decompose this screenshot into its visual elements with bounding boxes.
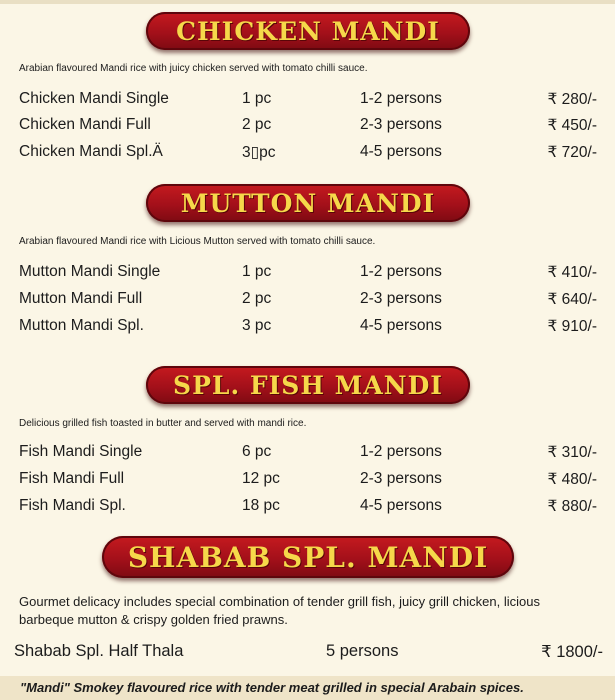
shabab-item-name: Shabab Spl. Half Thala: [14, 642, 184, 660]
fish-mandi-title: SPL. FISH MANDI: [173, 370, 443, 400]
item-qty: 1 pc: [242, 263, 272, 280]
item-name: Fish Mandi Spl.: [19, 497, 126, 514]
menu-row: [0, 263, 615, 285]
item-persons: 1-2 persons: [360, 263, 442, 280]
item-name: Chicken Mandi Single: [19, 90, 169, 107]
shabab-mandi-title: SHABAB SPL. MANDI: [127, 540, 489, 574]
item-qty: 1 pc: [242, 90, 272, 107]
menu-row: [0, 317, 615, 339]
item-qty: 3▯pc: [242, 144, 276, 161]
menu-row: [0, 470, 615, 492]
shabab-mandi-banner: [102, 536, 514, 578]
item-qty: 2 pc: [242, 290, 272, 307]
item-price: ₹ 880/-: [547, 498, 597, 515]
menu-row: [0, 497, 615, 519]
item-price: ₹ 310/-: [547, 444, 597, 461]
item-name: Mutton Mandi Full: [19, 290, 143, 307]
chicken-mandi-banner: [146, 12, 470, 50]
item-persons: 1-2 persons: [360, 443, 442, 460]
item-persons: 4-5 persons: [360, 497, 442, 514]
shabab-description: Gourmet delicacy includes special combination of tender grill fish, juicy grill chicken, licious barbeque mutton & crispy golden fried prawns.: [19, 594, 540, 627]
item-persons: 4-5 persons: [360, 317, 442, 334]
mutton-mandi-title: MUTTON MANDI: [180, 188, 436, 218]
footer-note: [0, 676, 615, 700]
shabab-item-price: ₹ 1800/-: [541, 643, 603, 661]
item-name: Chicken Mandi Spl.Ä: [19, 143, 163, 160]
item-price: ₹ 720/-: [547, 144, 597, 161]
item-name: Fish Mandi Single: [19, 443, 143, 460]
item-price: ₹ 480/-: [547, 471, 597, 488]
menu-row: [0, 116, 615, 138]
item-name: Chicken Mandi Full: [19, 116, 151, 133]
menu-row: [0, 143, 615, 165]
item-name: Mutton Mandi Spl.: [19, 317, 144, 334]
item-price: ₹ 450/-: [547, 117, 597, 134]
chicken-mandi-title: CHICKEN MANDI: [176, 16, 440, 46]
item-name: Fish Mandi Full: [19, 470, 125, 487]
shabab-item-persons: 5 persons: [326, 642, 399, 660]
item-name: Mutton Mandi Single: [19, 263, 161, 280]
fish-mandi-description: Delicious grilled fish toasted in butter and served with mandi rice.: [19, 418, 307, 429]
footer-text: "Mandi" Smokey flavoured rice with tender meat grilled in special Arabain spices.: [20, 680, 524, 695]
item-persons: 4-5 persons: [360, 143, 442, 160]
menu-row: [0, 443, 615, 465]
item-persons: 2-3 persons: [360, 470, 442, 487]
mutton-mandi-description: Arabian flavoured Mandi rice with Licious Mutton served with tomato chilli sauce.: [19, 236, 376, 247]
item-price: ₹ 910/-: [547, 318, 597, 335]
item-qty: 12 pc: [242, 470, 280, 487]
top-border: [0, 0, 615, 4]
item-qty: 2 pc: [242, 116, 272, 133]
menu-row: [0, 290, 615, 312]
chicken-mandi-description: Arabian flavoured Mandi rice with juicy chicken served with tomato chilli sauce.: [19, 63, 368, 74]
item-persons: 2-3 persons: [360, 290, 442, 307]
mutton-mandi-banner: [146, 184, 470, 222]
item-price: ₹ 410/-: [547, 264, 597, 281]
item-persons: 1-2 persons: [360, 90, 442, 107]
item-qty: 3 pc: [242, 317, 272, 334]
item-price: ₹ 280/-: [547, 91, 597, 108]
item-persons: 2-3 persons: [360, 116, 442, 133]
fish-mandi-banner: [146, 366, 470, 404]
item-qty: 6 pc: [242, 443, 272, 460]
item-price: ₹ 640/-: [547, 291, 597, 308]
shabab-row: [0, 642, 615, 664]
item-qty: 18 pc: [242, 497, 280, 514]
menu-row: [0, 90, 615, 112]
